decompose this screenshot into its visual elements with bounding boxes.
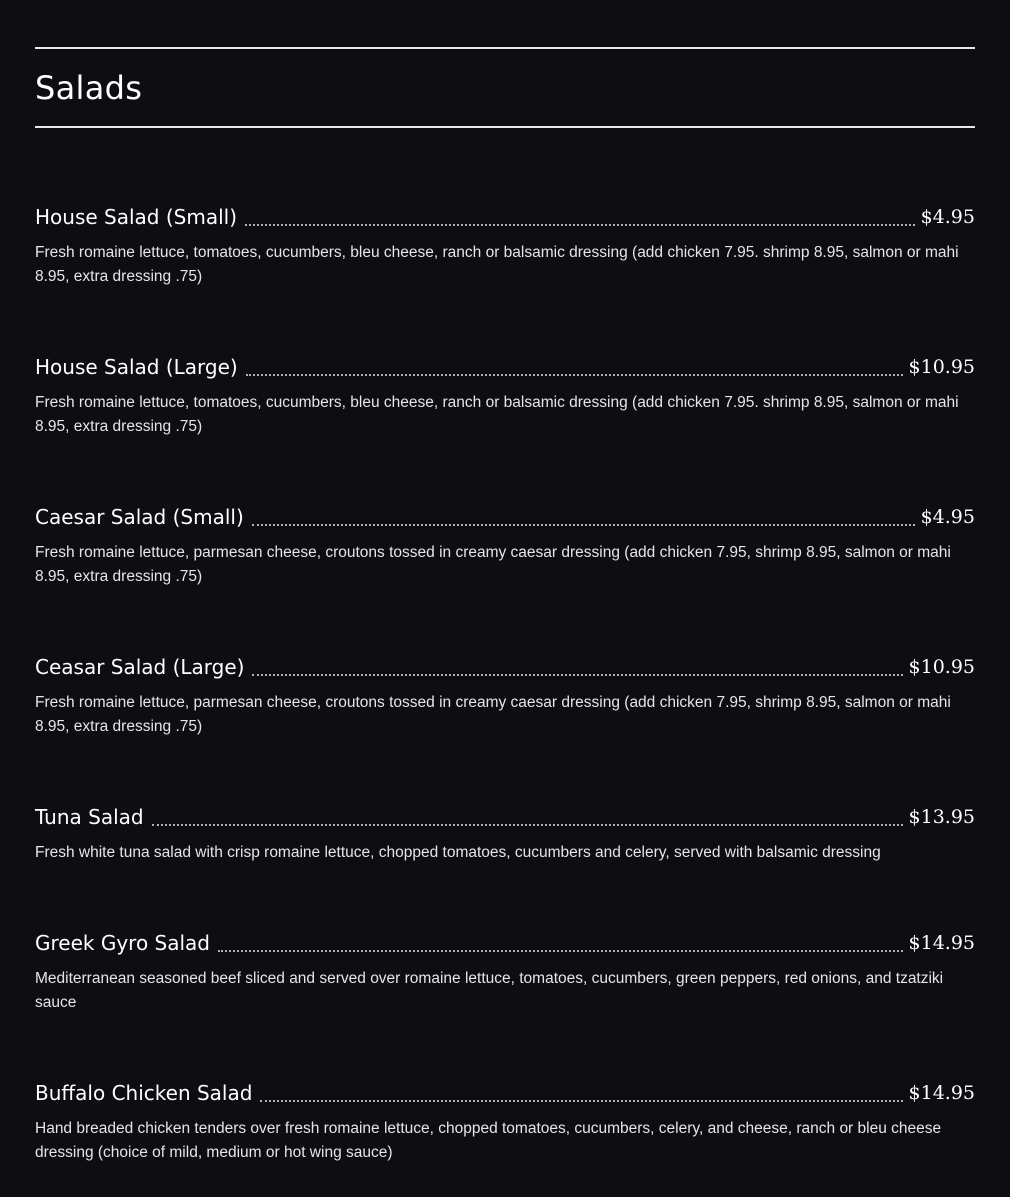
menu-item-price: $14.95 [908, 932, 975, 954]
menu-item-name: Tuna Salad [35, 805, 144, 829]
menu-item [35, 924, 975, 1015]
menu-item-price: $13.95 [908, 806, 975, 828]
menu-item [35, 498, 975, 589]
menu-item-name: House Salad (Large) [35, 355, 238, 379]
menu-item-name: Caesar Salad (Small) [35, 505, 244, 529]
dotted-leader [260, 1100, 902, 1102]
dotted-leader [252, 524, 915, 526]
menu-item-price: $14.95 [908, 1082, 975, 1104]
menu-item-description: Fresh romaine lettuce, tomatoes, cucumbers, bleu cheese, ranch or balsamic dressing (add chicken 7.95. shrimp 8.95, salmon or mahi 8.95, extra dressing .75) [35, 394, 959, 435]
menu-item-header [35, 924, 975, 956]
section-title: Salads [35, 69, 143, 107]
salads-menu [35, 0, 975, 1161]
menu-item-header [35, 648, 975, 680]
menu-item [35, 1074, 975, 1165]
menu-item-header [35, 348, 975, 380]
dotted-leader [246, 374, 903, 376]
dotted-leader [252, 674, 902, 676]
menu-item [35, 348, 975, 439]
menu-item-description: Fresh romaine lettuce, parmesan cheese, croutons tossed in creamy caesar dressing (add chicken 7.95, shrimp 8.95, salmon or mahi 8.95, extra dressing .75) [35, 544, 951, 585]
dotted-leader [152, 824, 903, 826]
menu-item-header [35, 798, 975, 830]
menu-item-description: Hand breaded chicken tenders over fresh romaine lettuce, chopped tomatoes, cucumbers, celery, and cheese, ranch or bleu cheese dressing (choice of mild, medium or hot wing sauce) [35, 1120, 942, 1161]
menu-item-header [35, 498, 975, 530]
menu-item-description: Fresh romaine lettuce, parmesan cheese, croutons tossed in creamy caesar dressing (add chicken 7.95, shrimp 8.95, salmon or mahi 8.95, extra dressing .75) [35, 694, 951, 735]
menu-item [35, 648, 975, 739]
dotted-leader [245, 224, 915, 226]
menu-item-name: House Salad (Small) [35, 205, 238, 229]
menu-item-header [35, 1074, 975, 1106]
menu-item-price: $10.95 [908, 356, 975, 378]
dotted-leader [218, 950, 903, 952]
menu-item-name: Greek Gyro Salad [35, 931, 210, 955]
menu-item-description: Fresh romaine lettuce, tomatoes, cucumbers, bleu cheese, ranch or balsamic dressing (add chicken 7.95. shrimp 8.95, salmon or mahi 8.95, extra dressing .75) [35, 244, 959, 285]
menu-item-header [35, 198, 975, 230]
menu-item [35, 198, 975, 289]
menu-item-description: Fresh white tuna salad with crisp romaine lettuce, chopped tomatoes, cucumbers and celery, served with balsamic dressing [35, 844, 881, 861]
menu-item-name: Buffalo Chicken Salad [35, 1081, 253, 1105]
menu-item-price: $4.95 [920, 506, 975, 528]
menu-item-price: $4.95 [920, 206, 975, 228]
menu-item-description: Mediterranean seasoned beef sliced and served over romaine lettuce, tomatoes, cucumbers, green peppers, red onions, and tzatziki sauce [35, 970, 944, 1011]
menu-item [35, 798, 975, 865]
menu-item-name: Ceasar Salad (Large) [35, 655, 245, 679]
menu-item-price: $10.95 [908, 656, 975, 678]
section-header [35, 47, 975, 128]
